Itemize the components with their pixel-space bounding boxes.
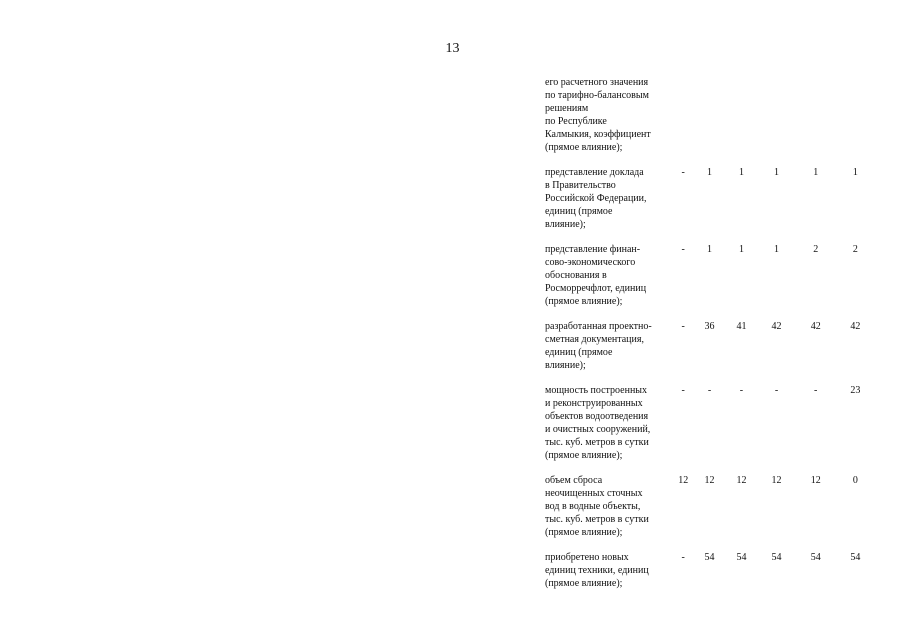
indicator-value-year-6: 2 [852,244,858,255]
table-row [545,384,875,474]
indicator-label-line: единиц (прямое [545,206,613,217]
indicator-value-year-6: 42 [850,321,861,332]
indicator-label-line: по Республике [545,116,607,127]
indicator-value-year-2: 12 [704,475,715,486]
indicator-label-line: неочищенных сточных [545,488,643,499]
indicator-label-line: (прямое влияние); [545,450,623,461]
indicator-label-line: в Правительство [545,180,616,191]
indicator-value-year-4 [757,76,795,166]
indicators-table [545,76,875,602]
indicator-label [545,166,673,243]
indicator-label-line: тыс. куб. метров в сутки [545,514,649,525]
indicators-table-wrapper [545,76,875,602]
indicator-label-line: мощность построенных [545,385,648,396]
indicator-label-line: и реконструированных [545,398,643,409]
indicator-label-line: его расчетного значения [545,77,649,88]
indicator-label [545,320,673,384]
indicator-value-year-1: 12 [678,475,689,486]
indicator-label-line: приобретено новых [545,552,629,563]
indicator-label-line: (прямое влияние); [545,296,623,307]
indicator-value-year-2: 36 [704,321,715,332]
table-row [545,166,875,243]
indicator-label-line: объектов водоотведения [545,411,649,422]
indicator-label-line: единиц (прямое [545,347,613,358]
indicator-label-line: влияние); [545,219,586,230]
indicator-value-year-3: - [739,385,744,396]
indicator-value-year-4: - [774,385,779,396]
indicator-value-year-1: - [681,321,685,332]
indicator-value-year-2 [694,76,726,166]
indicator-label-line: разработанная проектно- [545,321,652,332]
indicator-label-line: Калмыкия, коэффициент [545,129,651,140]
indicator-value-year-1: - [681,552,685,563]
indicator-value-year-3: 12 [736,475,747,486]
indicator-label-line: влияние); [545,360,586,371]
indicator-label-line: представление финан- [545,244,641,255]
table-row [545,76,875,166]
indicator-value-year-4: 12 [771,475,782,486]
indicator-label-line: Российской Федерации, [545,193,647,204]
indicator-label-line: по тарифно-балансовым [545,90,649,101]
indicator-label-line: (прямое влияние); [545,527,623,538]
indicator-value-year-5: 42 [810,321,821,332]
indicator-label [545,243,673,320]
indicator-label-line: представление доклада [545,167,644,178]
indicator-label-line: (прямое влияние); [545,578,623,589]
indicator-label-line: сметная документация, [545,334,644,345]
indicator-value-year-6: 1 [852,167,858,178]
indicator-value-year-6 [836,76,875,166]
indicator-value-year-1: - [681,167,685,178]
indicator-value-year-2: - [707,385,712,396]
indicator-value-year-2: 1 [706,244,712,255]
page-number: 13 [445,41,460,56]
table-row [545,320,875,384]
indicator-value-year-2: 1 [706,167,712,178]
indicator-value-year-3: 54 [736,552,747,563]
indicator-value-year-5: 54 [810,552,821,563]
indicator-value-year-5 [796,76,836,166]
table-row [545,551,875,602]
indicator-value-year-6: 23 [850,385,861,396]
indicator-value-year-4: 42 [771,321,782,332]
indicator-label-line: (прямое влияние); [545,142,623,153]
indicator-value-year-1 [673,76,694,166]
indicator-value-year-3 [725,76,757,166]
indicator-label-line: тыс. куб. метров в сутки [545,437,649,448]
indicator-value-year-4: 1 [774,167,780,178]
indicator-value-year-3: 41 [736,321,747,332]
indicator-label-line: решениям [545,103,589,114]
indicator-value-year-4: 1 [774,244,780,255]
indicator-value-year-5: 1 [813,167,819,178]
indicator-label-line: объем сброса [545,475,603,486]
indicator-value-year-2: 54 [704,552,715,563]
indicators-table-body [545,76,875,602]
indicator-value-year-3: 1 [738,244,744,255]
indicator-value-year-5: - [814,385,818,396]
indicator-value-year-5: 12 [810,475,821,486]
indicator-label-line: вод в водные объекты, [545,501,641,512]
indicator-value-year-4: 54 [771,552,782,563]
indicator-value-year-1: - [681,244,685,255]
indicator-label-line: и очистных сооружений, [545,424,651,435]
indicator-label [545,551,673,602]
indicator-value-year-6: 0 [852,475,858,486]
indicator-label-line: единиц техники, единиц [545,565,649,576]
indicator-label [545,76,673,166]
indicator-label-line: Росморречфлот, единиц [545,283,647,294]
indicator-value-year-1: - [681,385,685,396]
indicator-label-line: сово-экономического [545,257,636,268]
table-row [545,243,875,320]
table-row [545,474,875,551]
indicator-value-year-5: 2 [813,244,819,255]
indicator-value-year-6: 54 [850,552,861,563]
indicator-label-line: обоснования в [545,270,607,281]
indicator-label [545,384,673,474]
indicator-value-year-3: 1 [738,167,744,178]
indicator-label [545,474,673,551]
